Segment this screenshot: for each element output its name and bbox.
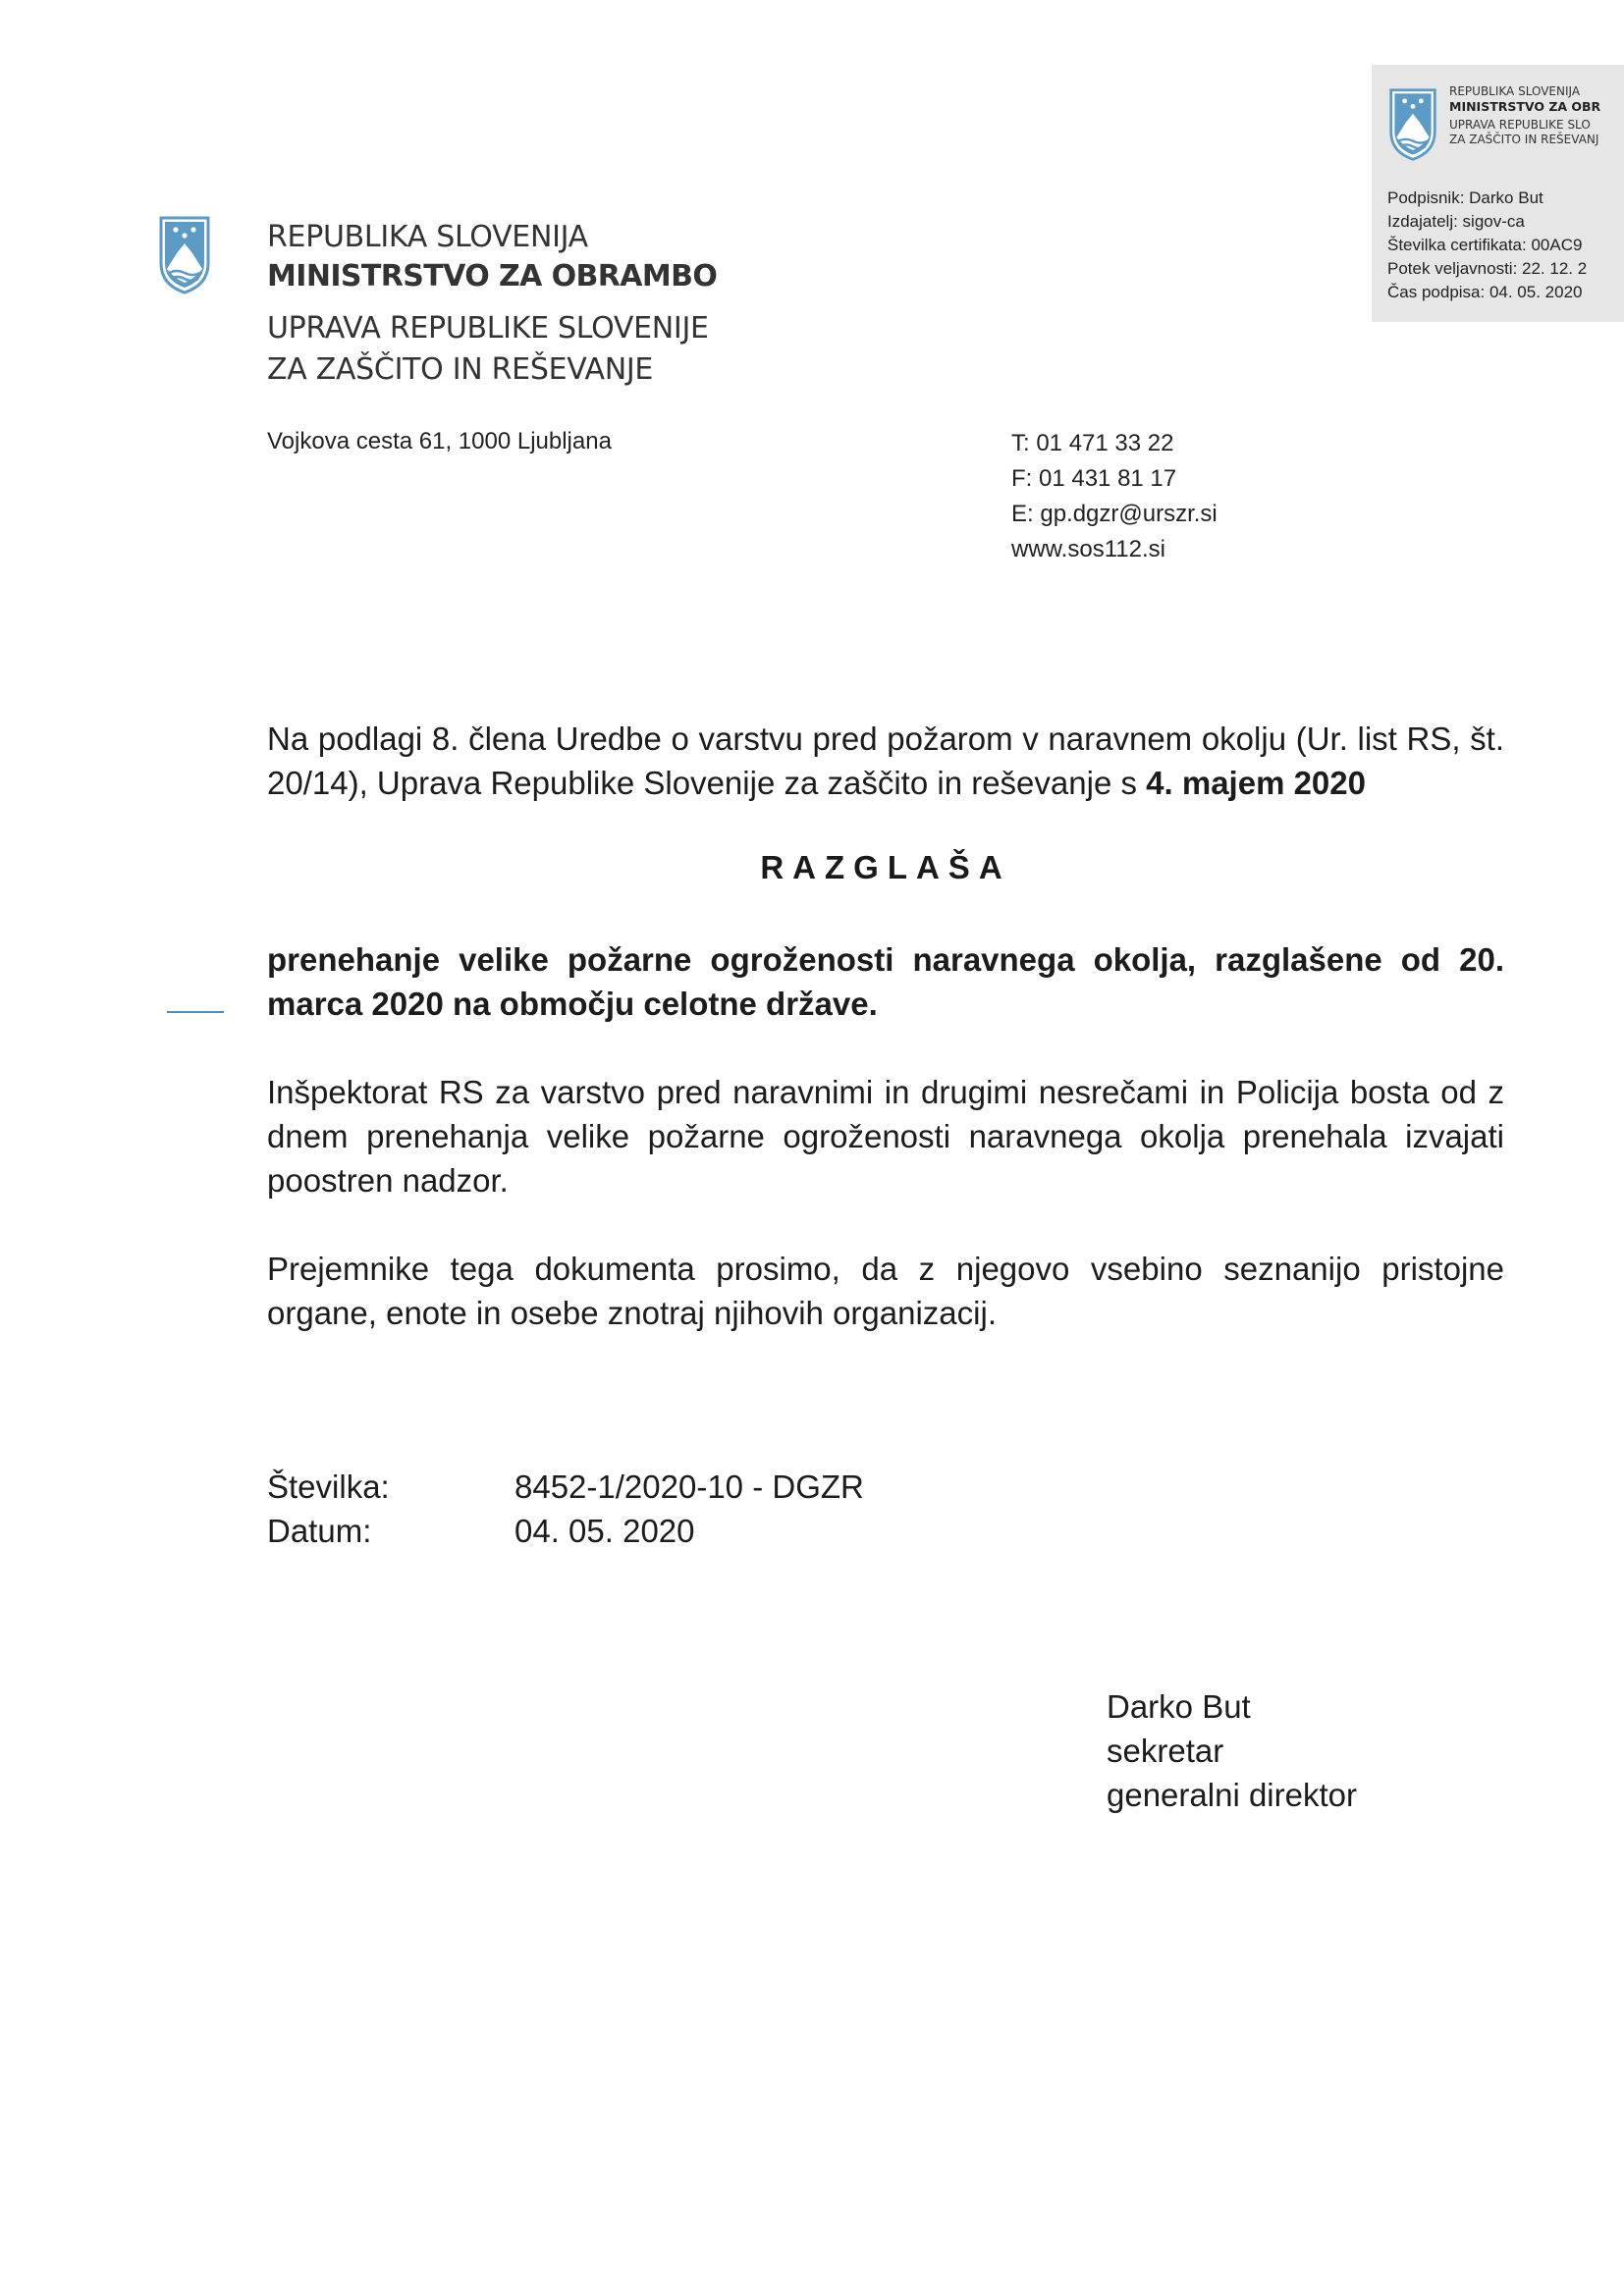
- stamp-info: [1387, 187, 1587, 304]
- signer-name: Darko But: [1107, 1688, 1251, 1725]
- signature-stamp: [1372, 65, 1624, 322]
- signer-role-secretary: sekretar: [1107, 1733, 1224, 1769]
- email-address[interactable]: E: gp.dgzr@urszr.si: [1011, 501, 1218, 527]
- postal-address: Vojkova cesta 61, 1000 Ljubljana: [267, 428, 612, 454]
- meta-number-row: [267, 1465, 864, 1509]
- number-label: Številka:: [267, 1468, 390, 1505]
- stamp-org: [1449, 84, 1600, 147]
- number-value: 8452-1/2020-10 - DGZR: [514, 1468, 864, 1505]
- document-meta: [267, 1465, 864, 1553]
- signer-role-director: generalni direktor: [1107, 1777, 1357, 1813]
- website-link[interactable]: www.sos112.si: [1011, 536, 1165, 562]
- fax-number: F: 01 431 81 17: [1011, 465, 1177, 492]
- stamp-signed-at: Čas podpisa: 04. 05. 2020: [1387, 283, 1583, 301]
- stamp-signer: Podpisnik: Darko But: [1387, 188, 1543, 207]
- date-label: Datum:: [267, 1513, 372, 1549]
- org-line-protection: ZA ZAŠČITO IN REŠEVANJE: [267, 352, 654, 387]
- coat-of-arms-icon: [157, 214, 212, 296]
- date-value: 04. 05. 2020: [514, 1513, 695, 1549]
- fold-mark-divider: [167, 1011, 224, 1013]
- intro-paragraph: [267, 717, 1504, 805]
- decision-paragraph: prenehanje velike požarne ogroženosti naravnega okolja, razglašene od 20. marca 2020 na območju celotne države.: [267, 941, 1504, 1022]
- stamp-org-line1: REPUBLIKA SLOVENIJA: [1449, 84, 1581, 98]
- phone-number: T: 01 471 33 22: [1011, 430, 1174, 456]
- stamp-org-line3: UPRAVA REPUBLIKE SLO: [1449, 118, 1591, 132]
- intro-text: Na podlagi 8. člena Uredbe o varstvu pred požarom v naravnem okolju (Ur. list RS, št. 20/14), Uprava Republike Slovenije za zaščito in reševanje s: [267, 721, 1504, 801]
- document-title: RAZGLAŠA: [760, 849, 1011, 885]
- intro-date: 4. majem 2020: [1146, 765, 1366, 801]
- contact-block: [1011, 428, 1218, 569]
- meta-date-row: [267, 1509, 864, 1553]
- recipients-paragraph: Prejemnike tega dokumenta prosimo, da z njegovo vsebino seznanijo pristojne organe, enote in osebe znotraj njihovih organizacij.: [267, 1251, 1504, 1331]
- stamp-validity: Potek veljavnosti: 22. 12. 2: [1387, 259, 1588, 278]
- stamp-org-line2: MINISTRSTVO ZA OBR: [1449, 99, 1601, 114]
- inspectorate-paragraph: Inšpektorat RS za varstvo pred naravnimi in drugimi nesrečami in Policija bosta od z dnem prenehanja velike požarne ogroženosti naravnega okolja prenehala izvajati poostren nadzor.: [267, 1074, 1504, 1199]
- stamp-org-line4: ZA ZAŠČITO IN REŠEVANJ: [1449, 133, 1599, 146]
- signature-block: [1107, 1684, 1357, 1817]
- stamp-cert-number: Številka certifikata: 00AC9: [1387, 236, 1583, 254]
- org-line-ministry: MINISTRSTVO ZA OBRAMBO: [267, 259, 718, 294]
- org-line-administration: UPRAVA REPUBLIKE SLOVENIJE: [267, 311, 709, 346]
- coat-of-arms-icon: [1387, 86, 1438, 163]
- org-line-republic: REPUBLIKA SLOVENIJA: [267, 220, 588, 254]
- stamp-issuer: Izdajatelj: sigov-ca: [1387, 212, 1525, 231]
- organization-name: [267, 218, 717, 391]
